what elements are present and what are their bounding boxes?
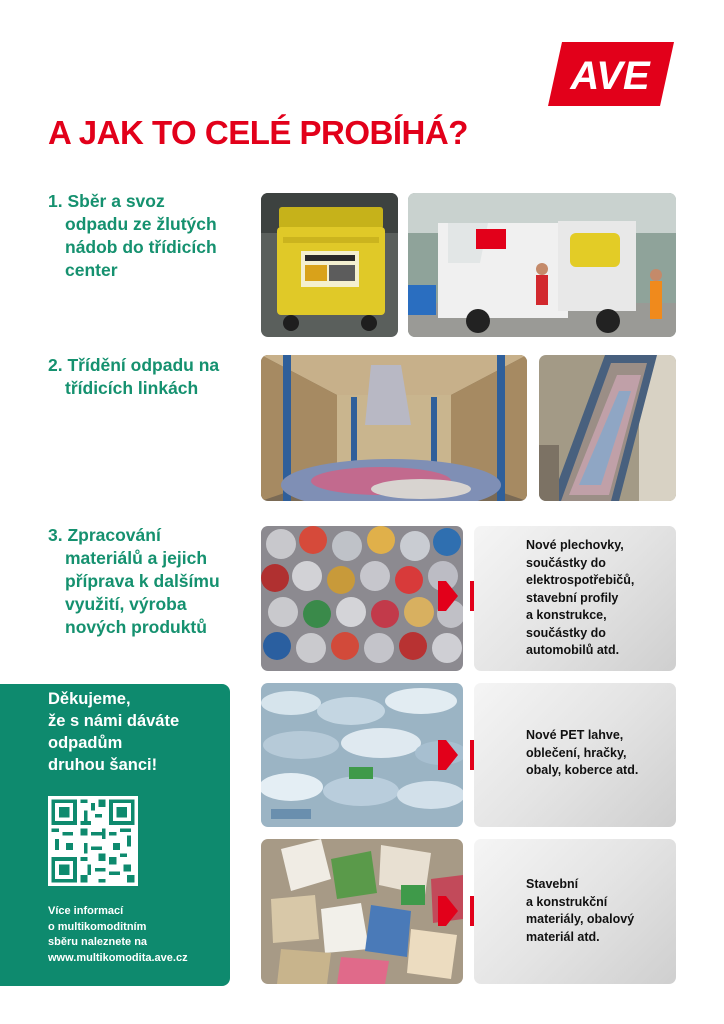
thanks-text: Děkujeme, že s námi dáváte odpadům druhou šanci!: [48, 690, 180, 774]
website-link[interactable]: www.multikomodita.ave.cz: [48, 951, 188, 964]
more-info-text: Více informací o multikomoditním sběru naleznete na www.multikomodita.ave.cz: [48, 904, 188, 966]
product-box-3: [474, 839, 676, 984]
cans-photo: [261, 526, 463, 671]
product-text-2: Nové PET lahve, oblečení, hračky, obaly, koberce atd.: [526, 728, 639, 777]
pet-bottles-photo: [261, 683, 463, 827]
sorting-hall-photo: [261, 355, 527, 501]
page-title: A JAK TO CELÉ PROBÍHÁ?: [48, 114, 468, 151]
product-box-2: [474, 683, 676, 827]
yellow-container-photo: [261, 193, 398, 337]
ave-logo: [548, 42, 674, 106]
product-text-3: Stavební a konstrukční materiály, obalový materiál atd.: [526, 877, 635, 944]
cartons-photo: [261, 839, 463, 984]
qr-code-icon[interactable]: [48, 796, 138, 886]
product-text-1: Nové plechovky, součástky do elektrospotřebičů, stavební profily a konstrukce, součástky do automobilů atd.: [526, 538, 635, 657]
garbage-truck-photo: [408, 193, 676, 337]
logo-text: AVE: [570, 54, 650, 98]
conveyor-belt-photo: [539, 355, 676, 501]
step-1-text: 1. Sběr a svoz odpadu ze žlutých nádob do třídicích center: [48, 191, 217, 280]
step-3-text: 3. Zpracování materiálů a jejich příprava k dalšímu využití, výroba nových produktů: [48, 525, 220, 637]
product-box-1: [474, 526, 676, 671]
step-2-text: 2. Třídění odpadu na třídicích linkách: [48, 355, 220, 398]
